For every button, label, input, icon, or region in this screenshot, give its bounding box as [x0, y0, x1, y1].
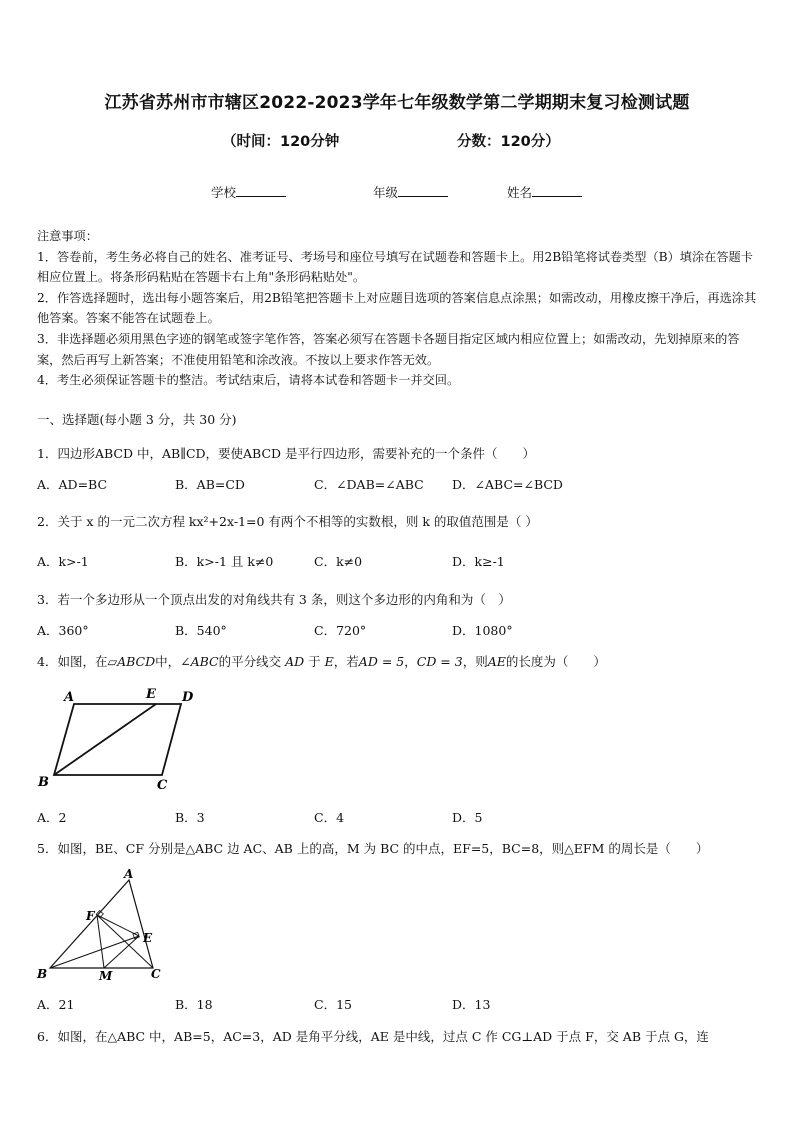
option-d: D．∠ABC=∠BCD — [452, 477, 563, 492]
option-a: A．AD=BC — [37, 477, 108, 492]
option-a: A．k>-1 — [37, 554, 89, 569]
stem-math: ∠ABC — [180, 654, 219, 669]
question-stem: 1．四边形ABCD 中，AB∥CD，要使ABCD 是平行四边形，需要补充的一个条件（ ） — [37, 446, 536, 461]
option-b: B．k>-1 且 k≠0 — [175, 554, 274, 569]
question-stem: 6．如图，在△ABC 中，AB=5，AC=3，AD 是角平分线，AE 是中线，过点 C 作 CG⊥AD 于点 F，交 AB 于点 G，连 — [37, 1029, 709, 1044]
segment-fm — [97, 915, 104, 968]
question-stem: 3．若一个多边形从一个顶点出发的对角线共有 3 条，则这个多边形的内角和为（ ） — [37, 592, 511, 607]
section-heading: 一、选择题(每小题 3 分，共 30 分) — [37, 412, 237, 427]
school-blank — [236, 184, 286, 197]
school-field — [211, 183, 286, 201]
label-e: E — [143, 931, 153, 945]
label-m: M — [99, 969, 113, 983]
option-d: D．k≥-1 — [452, 554, 505, 569]
stem-text: 于 — [308, 654, 321, 669]
option-c: C．720° — [314, 623, 367, 638]
stem-math: ▱ABCD — [107, 654, 156, 669]
option-c: C．4 — [314, 810, 345, 825]
stem-text: ，若 — [333, 654, 359, 669]
grade-field — [373, 183, 448, 201]
parallelogram-figure — [36, 684, 206, 796]
stem-text: 的平分线交 — [218, 654, 282, 669]
stem-text: 中， — [155, 654, 181, 669]
name-blank — [532, 184, 582, 197]
segment-em — [104, 936, 139, 968]
stem-math: AE — [487, 654, 506, 669]
segment-be — [54, 704, 156, 775]
parallelogram-abcd — [54, 704, 181, 775]
note-item: 2．作答选择题时，选出每小题答案后，用2B铅笔把答题卡上对应题目选项的答案信息点涂黑；如需改动，用橡皮擦干净后，再选涂其他答案。答案不能答在试题卷上。 — [37, 290, 757, 326]
school-label: 学校 — [211, 185, 237, 200]
question-stem: 5．如图，BE、CF 分别是△ABC 边 AC、AB 上的高，M 为 BC 的中点，EF=5，BC=8，则△EFM 的周长是（ ） — [37, 841, 709, 856]
stem-math: AD = 5 — [358, 654, 405, 669]
option-a: A．360° — [37, 623, 89, 638]
label-d: D — [182, 690, 194, 705]
grade-label: 年级 — [373, 185, 399, 200]
option-c: C．15 — [314, 997, 352, 1012]
option-c: C．k≠0 — [314, 554, 363, 569]
stem-text: 的长度为（ ） — [505, 654, 606, 669]
triangle-abc — [50, 880, 153, 968]
stem-text: ，则 — [462, 654, 488, 669]
question-stem: 2．关于 x 的一元二次方程 kx²+2x-1=0 有两个不相等的实数根，则 k 的取值范围是（ ） — [37, 514, 538, 529]
option-b: B．18 — [175, 997, 213, 1012]
score-label: 分数：120分） — [457, 134, 560, 150]
page-title: 江苏省苏州市市辖区2022-2023学年七年级数学第二学期期末复习检测试题 — [104, 93, 690, 113]
option-d: D．13 — [452, 997, 491, 1012]
option-a: A．21 — [37, 997, 75, 1012]
right-angle-mark-e — [133, 932, 139, 938]
name-field — [507, 183, 582, 201]
stem-math: CD = 3 — [416, 654, 463, 669]
option-b: B．540° — [175, 623, 227, 638]
option-c: C．∠DAB=∠ABC — [314, 477, 424, 492]
notes-block — [37, 226, 759, 391]
question-stem — [37, 652, 606, 670]
note-item: 4．考生必须保证答题卡的整洁。考试结束后，请将本试卷和答题卡一并交回。 — [37, 373, 460, 388]
option-b: B．AB=CD — [175, 477, 245, 492]
note-item: 1．答卷前，考生务必将自己的姓名、准考证号、考场号和座位号填写在试题卷和答题卡上。用2B铅笔将试卷类型（B）填涂在答题卡相应位置上。将条形码粘贴在答题卡右上角"条形码粘贴处"。 — [37, 249, 753, 285]
label-a: A — [124, 867, 134, 881]
stem-text: 4．如图，在 — [37, 654, 108, 669]
stem-math: E — [324, 654, 334, 669]
option-d: D．1080° — [452, 623, 513, 638]
label-c: C — [157, 778, 168, 793]
label-b: B — [37, 967, 48, 981]
label-e: E — [146, 687, 156, 702]
triangle-figure — [36, 866, 176, 986]
option-b: B．3 — [175, 810, 205, 825]
option-d: D．5 — [452, 810, 483, 825]
stem-math: AD — [285, 654, 305, 669]
grade-blank — [398, 184, 448, 197]
label-b: B — [38, 775, 49, 790]
label-c: C — [151, 967, 161, 981]
name-label: 姓名 — [507, 185, 533, 200]
option-a: A．2 — [37, 810, 67, 825]
stem-text: ， — [404, 654, 417, 669]
altitude-be — [50, 936, 139, 968]
notes-heading: 注意事项： — [37, 229, 98, 243]
label-a: A — [64, 690, 75, 705]
note-item: 3．非选择题必须用黑色字迹的钢笔或签字笔作答，答案必须写在答题卡各题目指定区域内相应位置上；如需改动，先划掉原来的答案，然后再写上新答案；不准使用铅笔和涂改液。不按以上要求作答无效。 — [37, 331, 740, 367]
segment-ef — [97, 915, 139, 936]
label-f: F — [86, 909, 95, 923]
time-label: （时间：120分钟 — [222, 134, 340, 150]
